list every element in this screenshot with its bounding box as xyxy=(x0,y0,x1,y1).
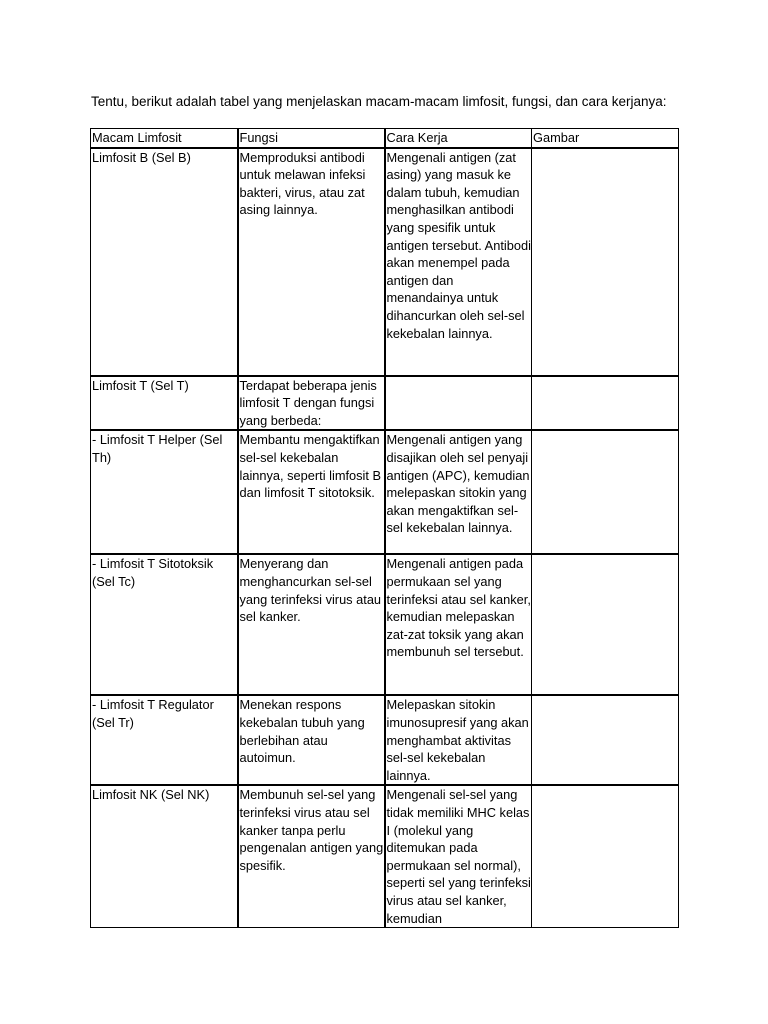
cell-fungsi: Membunuh sel-sel yang terinfeksi virus atau sel kanker tanpa perlu pengenalan antigen yang spesifik. xyxy=(238,785,385,927)
cell-macam: - Limfosit T Helper (Sel Th) xyxy=(91,430,238,554)
cell-cara-kerja: Mengenali antigen pada permukaan sel yang terinfeksi atau sel kanker, kemudian melepaskan zat-zat toksik yang akan membunuh sel tersebut. xyxy=(385,554,532,695)
cell-gambar xyxy=(532,148,679,376)
table-row xyxy=(91,148,679,376)
cell-macam: Limfosit B (Sel B) xyxy=(91,148,238,376)
header-gambar: Gambar xyxy=(532,129,679,148)
cell-gambar xyxy=(532,785,679,927)
cell-cara-kerja xyxy=(385,376,532,431)
intro-paragraph: Tentu, berikut adalah tabel yang menjelaskan macam-macam limfosit, fungsi, dan cara kerjanya: xyxy=(91,94,667,109)
table-row xyxy=(91,376,679,431)
cell-macam: Limfosit NK (Sel NK) xyxy=(91,785,238,927)
cell-macam: - Limfosit T Regulator (Sel Tr) xyxy=(91,695,238,785)
table-row xyxy=(91,695,679,785)
cell-fungsi: Memproduksi antibodi untuk melawan infeksi bakteri, virus, atau zat asing lainnya. xyxy=(238,148,385,376)
cell-fungsi: Menyerang dan menghancurkan sel-sel yang terinfeksi virus atau sel kanker. xyxy=(238,554,385,695)
header-macam-limfosit: Macam Limfosit xyxy=(91,129,238,148)
cell-cara-kerja: Mengenali antigen yang disajikan oleh sel penyaji antigen (APC), kemudian melepaskan sitokin yang akan mengaktifkan sel-sel kekebalan lainnya. xyxy=(385,430,532,554)
header-cara-kerja: Cara Kerja xyxy=(385,129,532,148)
cell-cara-kerja: Mengenali antigen (zat asing) yang masuk ke dalam tubuh, kemudian menghasilkan antibodi yang spesifik untuk antigen tersebut. Antibodi akan menempel pada antigen dan menandainya untuk dihancurkan oleh sel-sel kekebalan lainnya. xyxy=(385,148,532,376)
cell-gambar xyxy=(532,695,679,785)
table-row xyxy=(91,430,679,554)
cell-fungsi: Menekan respons kekebalan tubuh yang berlebihan atau autoimun. xyxy=(238,695,385,785)
cell-gambar xyxy=(532,376,679,431)
table-row xyxy=(91,785,679,927)
header-fungsi: Fungsi xyxy=(238,129,385,148)
table-row xyxy=(91,554,679,695)
cell-fungsi: Terdapat beberapa jenis limfosit T dengan fungsi yang berbeda: xyxy=(238,376,385,431)
cell-cara-kerja: Mengenali sel-sel yang tidak memiliki MHC kelas I (molekul yang ditemukan pada permukaan sel normal), seperti sel yang terinfeksi virus atau sel kanker, kemudian xyxy=(385,785,532,927)
cell-macam: - Limfosit T Sitotoksik (Sel Tc) xyxy=(91,554,238,695)
cell-cara-kerja: Melepaskan sitokin imunosupresif yang akan menghambat aktivitas sel-sel kekebalan lainnya. xyxy=(385,695,532,785)
lymphocyte-table xyxy=(90,128,679,928)
cell-gambar xyxy=(532,554,679,695)
cell-gambar xyxy=(532,430,679,554)
cell-fungsi: Membantu mengaktifkan sel-sel kekebalan lainnya, seperti limfosit B dan limfosit T sitotoksik. xyxy=(238,430,385,554)
table-header-row xyxy=(91,129,679,148)
cell-macam: Limfosit T (Sel T) xyxy=(91,376,238,431)
